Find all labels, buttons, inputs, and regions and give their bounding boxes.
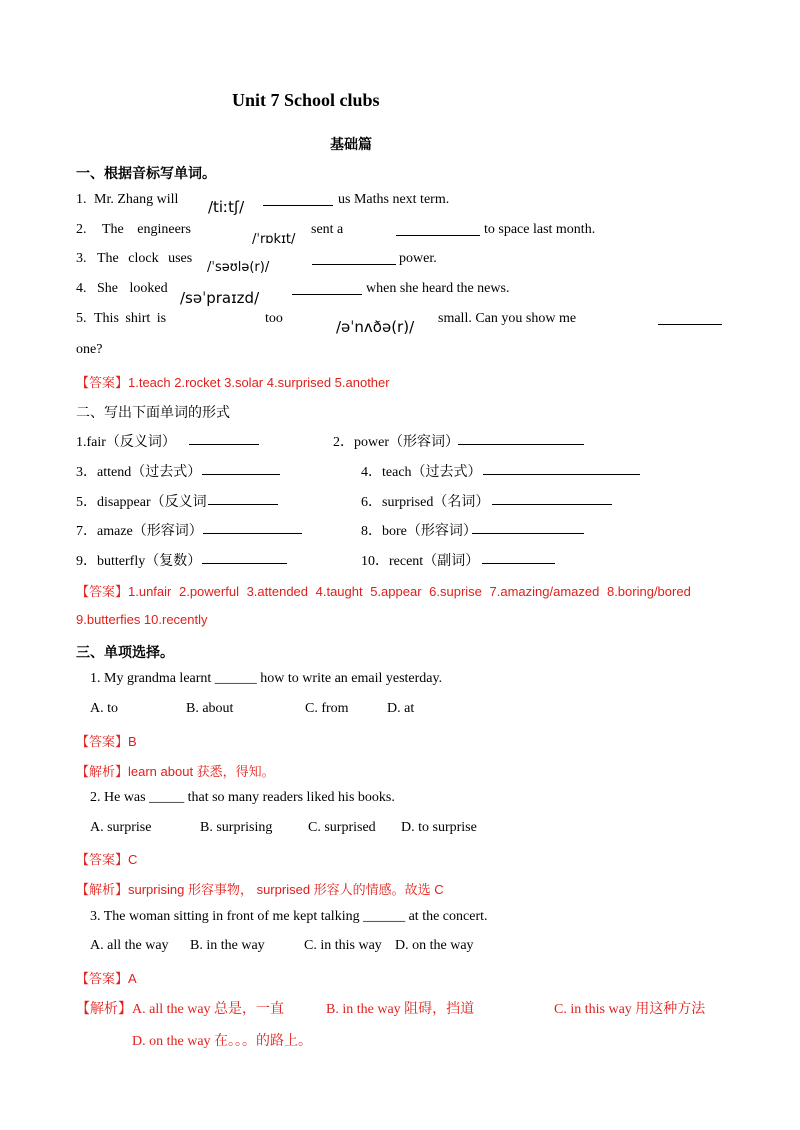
question-3-stem: 3. The woman sitting in front of me kept talking ______ at the concert. — [90, 909, 488, 924]
answer-blank[interactable] — [483, 462, 640, 475]
answer-blank[interactable] — [202, 551, 287, 564]
option-b[interactable]: B. surprising — [200, 820, 273, 835]
option-d[interactable]: D. to surprise — [401, 820, 477, 835]
question-2-answer: 【答案】C — [76, 852, 138, 867]
section2-answer-line2: 9.butterfies 10.recently — [76, 612, 208, 627]
page-title: Unit 7 School clubs — [232, 90, 380, 110]
option-d[interactable]: D. at — [387, 701, 415, 716]
option-a[interactable]: A. surprise — [90, 820, 152, 835]
option-a[interactable]: A. to — [90, 701, 118, 716]
question-1-stem: 1. My grandma learnt ______ how to write an email yesterday. — [90, 671, 443, 686]
phonetic: /ˈrɒkɪt/ — [252, 232, 296, 247]
answer-blank[interactable] — [312, 252, 396, 265]
answer-blank[interactable] — [658, 312, 722, 325]
option-c[interactable]: C. surprised — [308, 820, 376, 835]
section2-heading: 二、写出下面单词的形式 — [76, 406, 230, 421]
section1-answer: 【答案】1.teach 2.rocket 3.solar 4.surprised 5.another — [76, 375, 390, 390]
answer-blank[interactable] — [203, 521, 302, 534]
answer-blank[interactable] — [208, 492, 278, 505]
question-2-stem: 2. He was _____ that so many readers liked his books. — [90, 790, 395, 805]
answer-blank[interactable] — [482, 551, 555, 564]
option-b[interactable]: B. about — [186, 701, 234, 716]
option-c[interactable]: C. in this way — [304, 938, 382, 953]
question-2-analysis: 【解析】surprising 形容事物， surprised 形容人的情感。故选 C — [76, 882, 444, 897]
phonetic: /səˈpraɪzd/ — [180, 289, 260, 307]
answer-blank[interactable] — [263, 193, 333, 206]
question-1-analysis: 【解析】learn about 获悉，得知。 — [76, 764, 275, 779]
option-c[interactable]: C. from — [305, 701, 349, 716]
answer-blank[interactable] — [472, 521, 584, 534]
option-a[interactable]: A. all the way — [90, 938, 169, 953]
answer-blank[interactable] — [189, 432, 259, 445]
answer-blank[interactable] — [292, 282, 362, 295]
phonetic: /əˈnʌðə(r)/ — [336, 318, 415, 336]
question-1-answer: 【答案】B — [76, 734, 137, 749]
phonetic: /ˈsəʊlə(r)/ — [207, 260, 270, 275]
section2-answer-line1: 【答案】1.unfair 2.powerful 3.attended 4.taught 5.appear 6.suprise 7.amazing/amazed 8.boring/bored — [76, 584, 691, 599]
section3-heading: 三、单项选择。 — [76, 646, 174, 661]
answer-blank[interactable] — [202, 462, 280, 475]
answer-blank[interactable] — [458, 432, 584, 445]
option-b[interactable]: B. in the way — [190, 938, 265, 953]
subtitle: 基础篇 — [330, 138, 372, 153]
phonetic: /tiːtʃ/ — [208, 198, 245, 216]
answer-blank[interactable] — [492, 492, 612, 505]
option-d[interactable]: D. on the way — [395, 938, 474, 953]
answer-blank[interactable] — [396, 223, 480, 236]
section1-heading: 一、根据音标写单词。 — [76, 167, 216, 182]
question-3-answer: 【答案】A — [76, 971, 137, 986]
